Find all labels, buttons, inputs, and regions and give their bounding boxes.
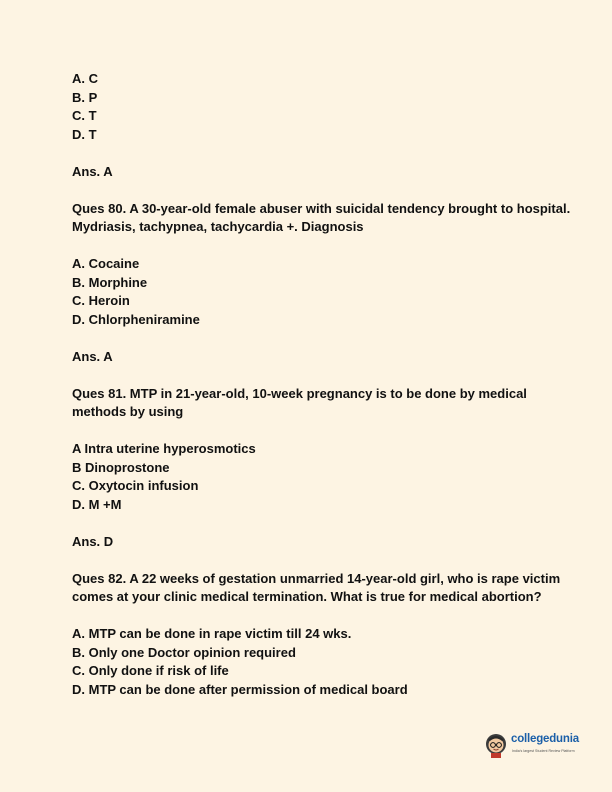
q80-answer: Ans. A (72, 348, 113, 364)
q80-option-d: D. Chlorpheniramine (72, 311, 200, 327)
q80-option-c: C. Heroin (72, 293, 130, 308)
prev-option-d: D. T (72, 126, 97, 142)
q81-option-d: D. M +M (72, 496, 122, 512)
prev-option-b: B. P (72, 89, 98, 105)
q81-answer: Ans. D (72, 533, 114, 549)
collegedunia-logo[interactable] (482, 728, 600, 762)
question-82: Ques 82. A 22 weeks of gestation unmarried 14-year-old girl, who is rape victim comes at your clinic medical termination. What is true for medical abortion? (72, 570, 561, 604)
prev-option-c: C. T (72, 108, 97, 123)
student-mascot-icon (482, 728, 510, 758)
logo-tagline: India's largest Student Review Platform (512, 749, 575, 753)
q80-option-a: A. Cocaine (72, 256, 140, 271)
logo-name: collegedunia (511, 733, 579, 745)
document-body (72, 70, 572, 699)
question-80: Ques 80. A 30-year-old female abuser with suicidal tendency brought to hospital. Mydriasis, tachypnea, tachycardia +. Diagnosis (72, 200, 571, 234)
q80-option-b: B. Morphine (72, 274, 148, 290)
q81-option-b: B Dinoprostone (72, 459, 170, 475)
q82-option-c: C. Only done if risk of life (72, 663, 229, 678)
q81-option-a: A Intra uterine hyperosmotics (72, 441, 256, 456)
prev-option-a: A. C (72, 71, 98, 86)
q82-option-a: A. MTP can be done in rape victim till 24 wks. (72, 626, 352, 641)
question-81: Ques 81. MTP in 21-year-old, 10-week pregnancy is to be done by medical methods by using (72, 385, 527, 419)
q82-option-d: D. MTP can be done after permission of medical board (72, 681, 408, 697)
prev-answer: Ans. A (72, 163, 113, 179)
q81-option-c: C. Oxytocin infusion (72, 478, 199, 493)
q82-option-b: B. Only one Doctor opinion required (72, 644, 296, 660)
